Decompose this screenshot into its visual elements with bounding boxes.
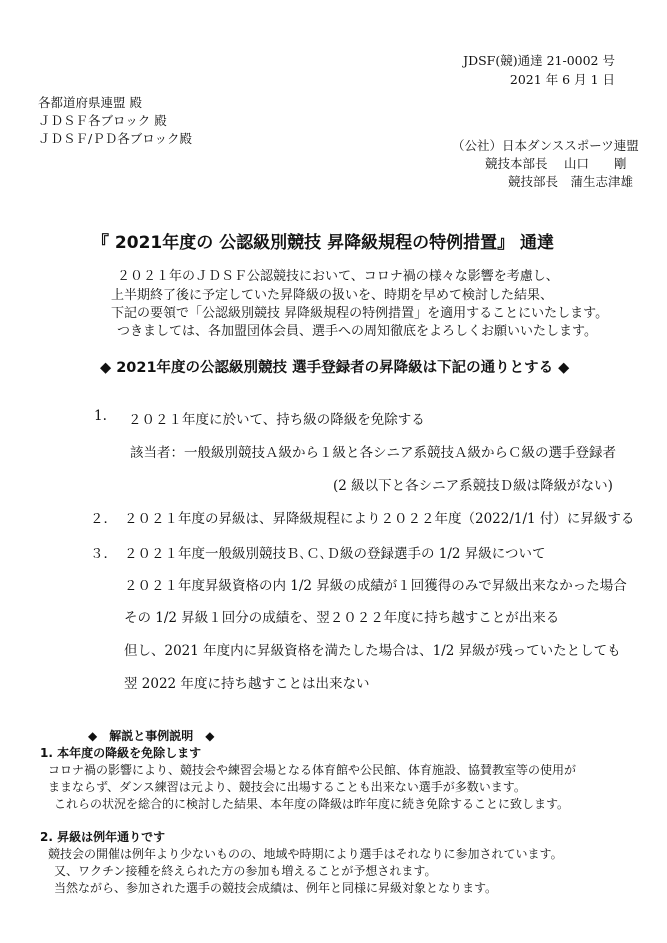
item-3-sub-3: 但し、2021 年度内に昇級資格を満たした場合は、1/2 昇級が残っていたとしても xyxy=(124,643,621,659)
recipient-2: ＪＤＳＦ各ブロック 殿 xyxy=(38,113,167,128)
item-3-sub-2: その 1/2 昇級１回分の成績を、翌２０２２年度に持ち越すことが出来る xyxy=(124,610,560,626)
note-1-line-1: コロナ禍の影響により、競技会や練習会場となる体育館や公民館、体育施設、協賛教室等の使用が xyxy=(48,763,577,777)
document-title: 『 2021年度の 公認級別競技 昇降級規程の特例措置』 通達 xyxy=(92,233,554,253)
item-1-sub-1: 該当者：一般級別競技Ａ級から１級と各シニア系競技Ａ級からＣ級の選手登録者 xyxy=(130,445,616,461)
doc-number: JDSF(競)通達 21-0002 号 xyxy=(463,53,615,68)
item-3-number: ３． xyxy=(90,546,117,562)
item-1-text: ２０２１年度に於いて、持ち級の降級を免除する xyxy=(128,412,425,428)
recipient-3: ＪＤＳＦ/ＰＤ各ブロック殿 xyxy=(38,131,192,146)
recipient-1: 各都道府県連盟 殿 xyxy=(38,95,142,110)
item-2-text: ２０２１年度の昇級は、昇降級規程により２０２２年度（2022/1/1 付）に昇級する xyxy=(124,511,635,527)
doc-date: 2021 年 6 月 1 日 xyxy=(509,72,615,87)
item-3-sub-4: 翌 2022 年度に持ち越すことは出来ない xyxy=(124,676,370,692)
note-1-title: 1. 本年度の降級を免除します xyxy=(40,746,202,760)
sender-org: （公社）日本ダンススポーツ連盟 xyxy=(452,138,639,153)
sender-line-1: 競技本部長 山口 剛 xyxy=(485,156,627,171)
intro-line-2: 上半期終了後に予定していた昇降級の扱いを、時期を早めて検討した結果、 xyxy=(111,288,554,303)
sender-line-2: 競技部長 蒲生志津雄 xyxy=(508,174,634,189)
item-3-sub-1: ２０２１年度昇級資格の内 1/2 昇級の成績が１回獲得のみで昇級出来なかった場合 xyxy=(124,578,627,594)
note-2-line-2: 又、ワクチン接種を終えられた方の参加も増えることが予想されます。 xyxy=(54,864,437,878)
note-2-title: 2. 昇級は例年通りです xyxy=(40,830,166,844)
item-1-sub-2: (2 級以下と各シニア系競技Ｄ級は降級がない) xyxy=(333,478,613,494)
item-1-number: 1. xyxy=(94,408,107,424)
note-1-line-2: ままならず、ダンス練習は元より、競技会に出場することも出来ない選手が多数います。 xyxy=(48,780,526,794)
note-2-line-1: 競技会の開催は例年より少ないものの、地域や時期により選手はそれなりに参加されています。 xyxy=(48,847,563,861)
item-2-number: ２． xyxy=(90,511,117,527)
intro-line-1: ２０２１年のＪＤＳＦ公認競技において、コロナ禍の様々な影響を考慮し、 xyxy=(117,269,559,284)
notes-heading: ◆ 解説と事例説明 ◆ xyxy=(88,729,215,743)
intro-line-4: つきましては、各加盟団体会員、選手への周知徹底をよろしくお願いいたします。 xyxy=(117,324,597,339)
item-3-text: ２０２１年度一般級別競技Ｂ､Ｃ､Ｄ級の登録選手の 1/2 昇級について xyxy=(124,546,546,562)
section-heading: ◆ 2021年度の公認級別競技 選手登録者の昇降級は下記の通りとする ◆ xyxy=(100,360,570,376)
note-2-line-3: 当然ながら、参加された選手の競技会成績は、例年と同様に昇級対象となります。 xyxy=(54,881,498,895)
note-1-line-3: これらの状況を総合的に検討した結果、本年度の降級は昨年度に続き免除することに致します。 xyxy=(54,797,570,811)
intro-line-3: 下記の要領で「公認級別競技 昇降級規程の特例措置」を適用することにいたします。 xyxy=(111,306,609,321)
